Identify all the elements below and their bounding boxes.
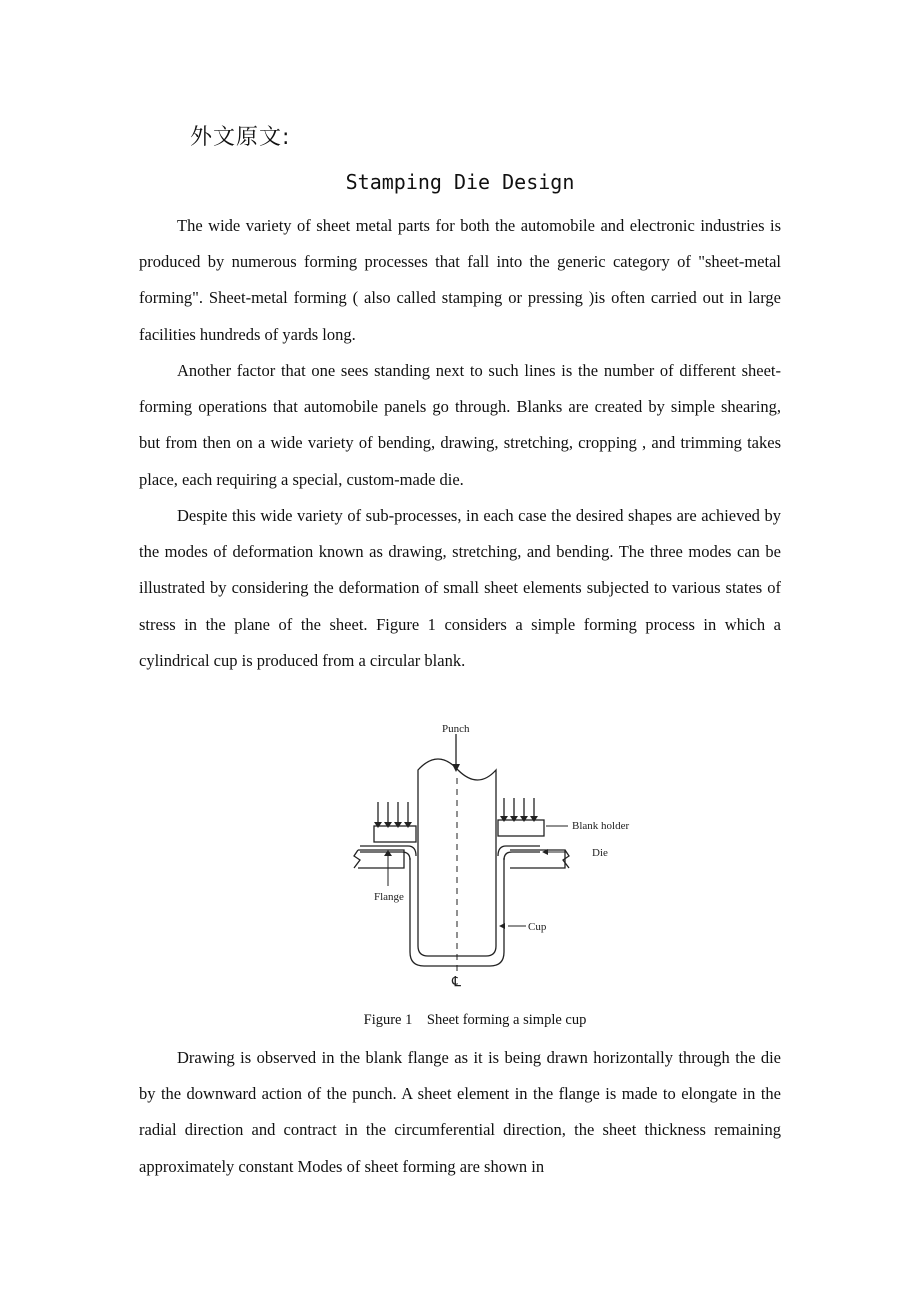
label-cup: Cup bbox=[528, 921, 547, 933]
die-right bbox=[510, 850, 565, 868]
section-heading: 外文原文: bbox=[190, 125, 291, 150]
label-blank-holder: Blank holder bbox=[572, 820, 630, 832]
cup-drawing-diagram bbox=[340, 718, 650, 998]
label-centerline: ℄ bbox=[452, 975, 461, 990]
caption-number: Figure 1 bbox=[363, 1012, 413, 1028]
label-die: Die bbox=[592, 847, 608, 859]
document-title: Stamping Die Design bbox=[345, 170, 575, 194]
paragraph-4: Drawing is observed in the blank flange as it is being drawn horizontally through the die by the downward action of the punch. A sheet element in the flange is made to elongate in the radial direction and contract in the circumferential direction, the sheet thickness remaining approximately constant Modes of sheet forming are shown in bbox=[139, 1048, 781, 1176]
die-left bbox=[358, 850, 404, 868]
paragraph-1: The wide variety of sheet metal parts for both the automobile and electronic industries is produced by numerous forming processes that fall into the generic category of "sheet-metal forming". Sheet-metal forming ( also called stamping or pressing )is often carried out in large facilities hundreds of yards long. bbox=[139, 216, 781, 344]
paragraph-2: Another factor that one sees standing next to such lines is the number of different sheet-forming operations that automobile panels go through. Blanks are created by simple shearing, but from then on a wide variety of bending, drawing, stretching, cropping , and trimming takes place, each requiring a special, custom-made die. bbox=[139, 361, 781, 489]
label-flange: Flange bbox=[374, 891, 404, 903]
blank-holder-right bbox=[498, 820, 544, 836]
paragraph-3: Despite this wide variety of sub-processes, in each case the desired shapes are achieved by the modes of deformation known as drawing, stretching, and bending. The three modes can be illustrated by considering the deformation of small sheet elements subjected to various states of stress in the plane of the sheet. Figure 1 considers a simple forming process in which a cylindrical cup is produced from a circular blank. bbox=[139, 506, 781, 670]
caption-text: Sheet forming a simple cup bbox=[426, 1012, 587, 1028]
figure-caption bbox=[0, 1012, 920, 1029]
blank-holder-left bbox=[374, 826, 416, 842]
label-punch: Punch bbox=[442, 723, 470, 735]
figure-sheet-forming-cup bbox=[340, 718, 650, 998]
